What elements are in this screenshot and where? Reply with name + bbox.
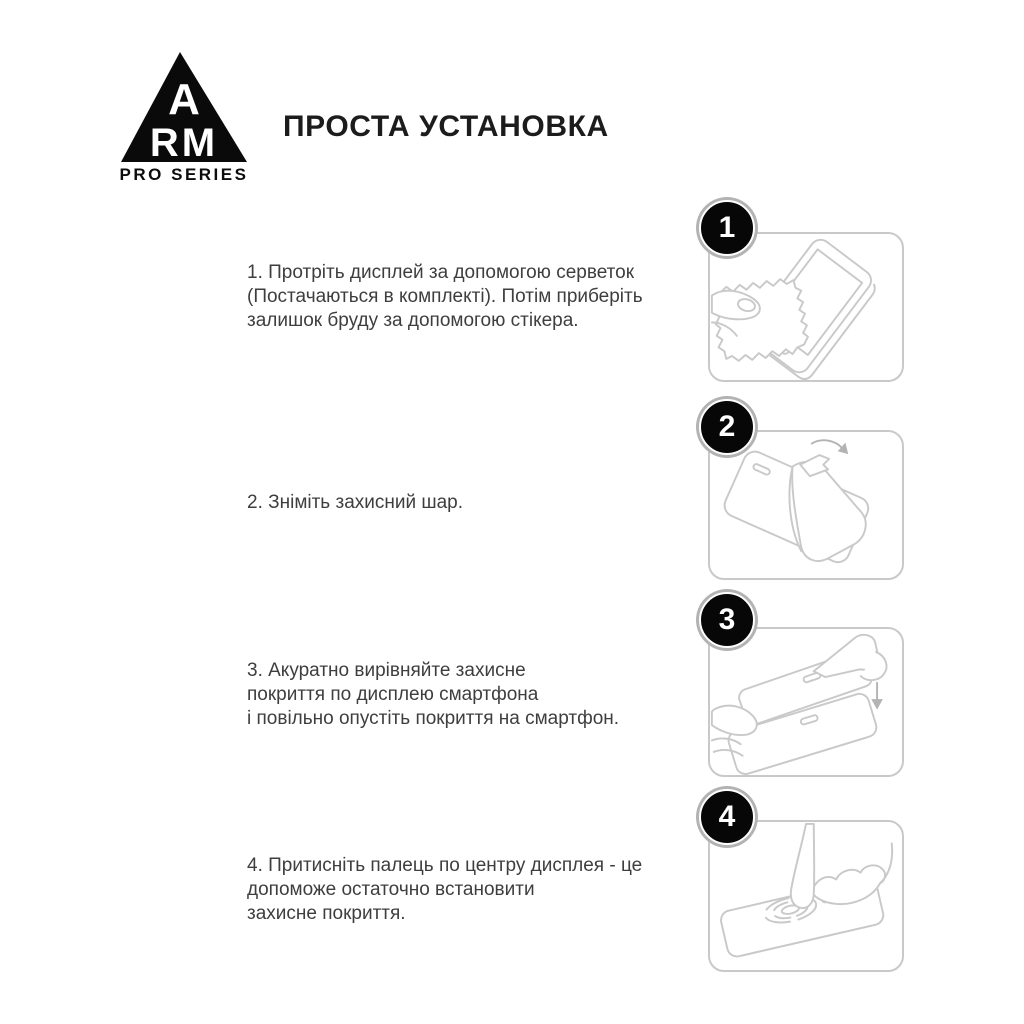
logo-subtitle: PRO SERIES	[119, 165, 249, 184]
step-3-line: і повільно опустіть покриття на смартфон.	[247, 708, 620, 729]
step-1-line: 1. Протріть дисплей за допомогою серветок	[247, 262, 635, 283]
page-title: ПРОСТА УСТАНОВКА	[283, 110, 609, 143]
step-1-line: (Постачаються в комплекті). Потім приберіть	[247, 286, 643, 307]
step-4-number-badge	[699, 789, 755, 845]
step-1-number-badge	[699, 200, 755, 256]
step-4-line: захисне покриття.	[247, 903, 406, 924]
step-1-line: залишок бруду за допомогою стікера.	[247, 310, 579, 331]
peel-layer-illustration-icon	[710, 432, 902, 578]
wipe-display-illustration-icon	[710, 234, 902, 380]
badge-number: 4	[718, 800, 736, 833]
step-4-line: 4. Притисніть палець по центру дисплея - це	[247, 855, 643, 876]
step-2-line: 2. Зніміть захисний шар.	[247, 492, 464, 513]
step-3-illustration-box	[708, 627, 904, 777]
arm-triangle-logo-icon	[118, 50, 250, 164]
step-3-line: покриття по дисплею смартфона	[247, 684, 539, 705]
step-4-line: допоможе остаточно встановити	[247, 879, 535, 900]
press-center-illustration-icon	[710, 822, 902, 970]
badge-number: 1	[718, 211, 736, 244]
step-3-text	[247, 659, 697, 731]
step-1-illustration-box	[708, 232, 904, 382]
step-3-number-badge	[699, 592, 755, 648]
logo-letters-bottom: RM	[149, 121, 219, 164]
brand-logo	[118, 50, 250, 184]
step-3-line: 3. Акуратно вирівняйте захисне	[247, 660, 526, 681]
step-4-text	[247, 854, 697, 926]
logo-letter-top: A	[168, 75, 200, 124]
step-2-number-badge	[699, 399, 755, 455]
step-1-text	[247, 261, 697, 333]
badge-number: 3	[718, 603, 736, 636]
align-glass-illustration-icon	[710, 629, 902, 775]
badge-number: 2	[718, 410, 736, 443]
step-2-text	[247, 491, 697, 515]
